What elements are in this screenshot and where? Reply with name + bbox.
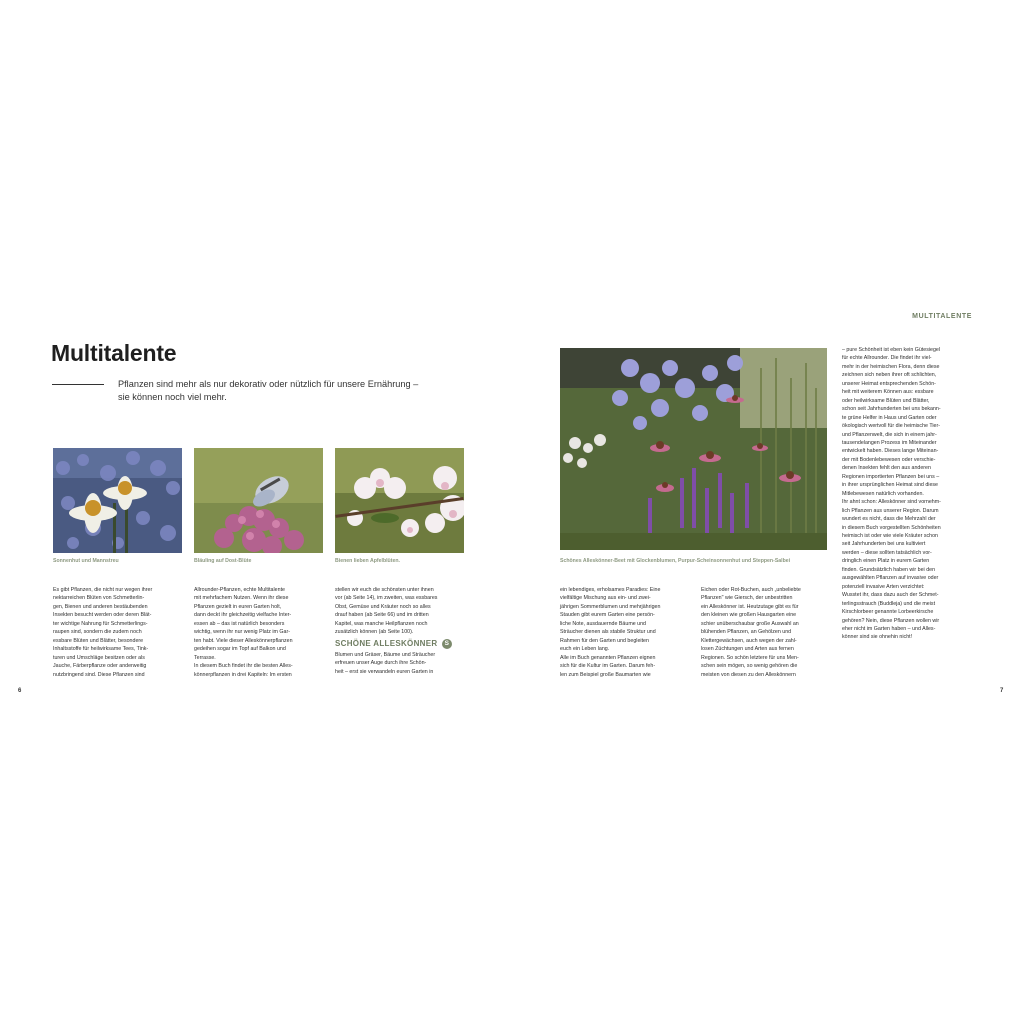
- text-line: und Pflanzenwelt, die sich in einem jahr-: [842, 431, 937, 438]
- photo-apple-blossoms: [335, 448, 464, 553]
- text-line: euch ein Leben lang.: [560, 646, 610, 653]
- text-line: Kapitel, was manche Heilpflanzen noch: [335, 620, 428, 627]
- text-line: essen ab – das ist natürlich besonders: [194, 620, 285, 627]
- body-column-1: [53, 586, 185, 679]
- text-line: denen Insekten fehlt den aus anderen: [842, 465, 931, 472]
- page-number-right: 7: [1000, 688, 1004, 694]
- text-line: für echte Allrounder. Die findet ihr viel-: [842, 355, 932, 362]
- text-line: seit Jahrhunderten bei uns kultiviert: [842, 541, 926, 548]
- subhead-text: SCHÖNE ALLESKÖNNER: [335, 638, 438, 648]
- body-column-3: [335, 586, 467, 676]
- text-line: ökologisch wertvoll für die heimische Tier-: [842, 423, 941, 430]
- text-line: heimisch ist oder wie viele Kräuter schon: [842, 532, 938, 539]
- subtitle-rule: [52, 384, 104, 385]
- text-line: potenziell invasive Arten verzichtet:: [842, 583, 925, 590]
- body-column-5: [701, 586, 833, 679]
- page-number-left: 6: [18, 688, 22, 694]
- text-line: oder heilwirksame Blüten und Blätter,: [842, 397, 930, 404]
- text-line: Obst, Gemüse und Kräuter noch so alles: [335, 603, 431, 610]
- photo-butterfly-oregano: [194, 448, 323, 553]
- text-line: stellen wir euch die schönsten unter ihnen: [335, 587, 434, 593]
- text-line: Rahmen für den Garten und begleiten: [560, 637, 649, 644]
- text-line: nektarreichen Blüten von Schmetterlin-: [53, 595, 145, 602]
- text-line: Regionen. So schön letztere für uns Men-: [701, 654, 799, 661]
- text-line: terlingsstrauch (Buddleja) und die meist: [842, 600, 936, 607]
- text-line: dann deckt ihr gleichzeitig vielfache Inter-: [194, 612, 292, 619]
- text-line: ter wichtige Nahrung für Schmetterlings-: [53, 620, 148, 627]
- text-line: in diesem Buch vorgestellten Schönheiten: [842, 524, 941, 531]
- text-line: den kleinen wie großen Hausgarten eine: [701, 612, 797, 619]
- text-line: Sträucher dienen als stabile Struktur und: [560, 629, 656, 636]
- text-line: tausendelangen Prozess im Miteinander: [842, 439, 937, 446]
- text-line: finden. Grundsätzlich haben wir bei den: [842, 566, 936, 573]
- text-line: turen und Umschläge besitzen oder als: [53, 654, 145, 661]
- text-line: entwickelt haben. Dieses lange Miteinan-: [842, 448, 939, 455]
- page-title: Multitalente: [51, 340, 177, 366]
- text-line: ausgewählten Pflanzen auf invasive oder: [842, 575, 939, 582]
- text-line: Es gibt Pflanzen, die nicht nur wegen ihrer: [53, 587, 153, 593]
- text-line: zusätzlich können (ab Seite 100).: [335, 629, 414, 636]
- text-line: nutzbringend sind. Diese Pflanzen sind: [53, 671, 145, 678]
- text-line: vor (ab Seite 14), im zweiten, was essbares: [335, 595, 438, 602]
- photo-caption: Bläuling auf Dost-Blüte: [194, 558, 252, 564]
- text-line: losen Züchtungen und Arten aus fernen: [701, 646, 794, 653]
- text-line: schon seit Jahrhunderten bei uns bekann-: [842, 406, 941, 413]
- text-line: könnerpflanzen in drei Kapiteln: Im ersten: [194, 671, 292, 678]
- photo-caption: Bienen lieben Apfelblüten.: [335, 558, 400, 564]
- text-line: könner sind sie ohnehin nicht!: [842, 634, 913, 641]
- photo-caption: Sonnenhut und Mannstreu: [53, 558, 119, 564]
- text-line: Terrasse.: [194, 654, 216, 661]
- text-line: raupen sind, sondern die zudem noch: [53, 629, 142, 636]
- text-line: jährigen Sommerblumen und mehrjährigen: [560, 603, 661, 610]
- photo-echinacea-eryngium: [53, 448, 182, 553]
- text-line: Jauche, Färberpflanze oder anderweitig: [53, 663, 147, 670]
- text-line: unserer Heimat entsprechenden Schön-: [842, 380, 936, 387]
- text-line: Ihr ahnt schon: Alleskönner sind vornehm-: [842, 499, 941, 506]
- text-line: heit mit weiterem Können aus: essbare: [842, 389, 934, 396]
- text-line: Insekten besucht werden oder deren Blät-: [53, 612, 152, 619]
- text-line: ein lebendiges, erholsames Paradies: Eine: [560, 587, 661, 593]
- text-line: Pflanzen gezielt in euren Garten holt,: [194, 603, 282, 610]
- body-column-4: [560, 586, 692, 679]
- text-line: Allrounder-Pflanzen, echte Multitalente: [194, 587, 285, 593]
- text-line: mit mehrfachem Nutzen. Wenn ihr diese: [194, 595, 289, 602]
- text-line: ten habt. Viele dieser Alleskönnerpflanzen: [194, 637, 293, 644]
- text-line: Mitlebewesen natürlich vorhanden.: [842, 490, 924, 497]
- text-line: Wusstet ihr, dass dazu auch der Schmet-: [842, 592, 939, 599]
- subtitle-line: sie können noch viel mehr.: [118, 392, 227, 402]
- running-header: MULTITALENTE: [912, 313, 972, 320]
- text-line: Inhaltsstoffe für heilwirksame Tees, Tink-: [53, 646, 149, 653]
- text-line: gedeihen sogar im Topf auf Balkon und: [194, 646, 286, 653]
- text-line: len zum Beispiel große Baumarten wie: [560, 671, 651, 678]
- text-line: liche Note, ausdauernde Bäume und: [560, 620, 646, 627]
- section-badge-icon: S: [442, 639, 452, 649]
- text-line: Klettergewächsen, auch wegen der zahl-: [701, 637, 797, 644]
- text-line: meisten von diesen zu den Alleskönnern: [701, 671, 796, 678]
- text-line: Blumen und Gräser, Bäume und Sträucher: [335, 651, 436, 658]
- text-line: werden – diese sollten tatsächlich vor-: [842, 549, 932, 556]
- text-line: – pure Schönheit ist eben kein Gütesiegel: [842, 347, 941, 353]
- body-column-2: [194, 586, 326, 679]
- text-line: der mit Bodenlebewesen oder verschie-: [842, 456, 936, 463]
- text-line: heit – erst sie verwandeln euren Garten in: [335, 668, 434, 675]
- text-line: in ihrer ursprünglichen Heimat sind diese: [842, 482, 938, 489]
- text-line: eher nicht im Garten haben – und Alles-: [842, 625, 936, 632]
- section-subhead: [335, 637, 467, 651]
- text-line: Kirschlorbeer genannte Lorbeerkirsche: [842, 609, 934, 616]
- text-line: blühenden Pflanzen, an Gehölzen und: [701, 629, 792, 636]
- text-line: sich für die Kultur im Garten. Darum feh-: [560, 663, 656, 670]
- text-line: wichtig, wenn ihr nur wenig Platz im Gar-: [194, 629, 290, 636]
- text-line: In diesem Buch findet ihr die besten Alles-: [194, 663, 293, 670]
- text-line: te grüne Helfer in Haus und Garten oder: [842, 414, 937, 421]
- text-line: Stauden gibt eurem Garten eine persön-: [560, 612, 655, 619]
- subtitle: [118, 378, 458, 404]
- text-line: drauf haben (ab Seite 66) und im dritten: [335, 612, 429, 619]
- text-line: mehr in der heimischen Flora, denn diese: [842, 363, 940, 370]
- text-line: Eichen oder Rot-Buchen, auch „unbeliebte: [701, 587, 801, 593]
- text-line: gehören? Nein, diese Pflanzen wollen wir: [842, 617, 940, 624]
- body-column-6: [842, 346, 974, 642]
- text-line: vielfältige Mischung aus ein- und zwei-: [560, 595, 651, 602]
- text-line: lich Pflanzen aus unserer Region. Darum: [842, 507, 939, 514]
- photo-caption: Schönes Alleskönner-Beet mit Glockenblumen, Purpur-Scheinsonnenhut und Steppen-Salbei: [560, 558, 791, 564]
- text-line: dringlich einen Platz in eurem Garten: [842, 558, 930, 565]
- subtitle-line: Pflanzen sind mehr als nur dekorativ oder nützlich für unsere Ernährung –: [118, 379, 419, 389]
- text-line: gen, Bienen und anderen bestäubenden: [53, 603, 148, 610]
- text-line: Pflanzen" wie Giersch, der unbestritten: [701, 595, 793, 602]
- text-line: schen sein mögen, so wenig gehören die: [701, 663, 798, 670]
- text-line: ein Alleskönner ist. Heutzutage gibt es für: [701, 603, 799, 610]
- text-line: essbare Blüten und Blätter, besondere: [53, 637, 144, 644]
- text-line: erfreuen unser Auge durch ihre Schön-: [335, 660, 427, 667]
- text-line: Alle im Buch genannten Pflanzen eignen: [560, 654, 656, 661]
- photo-perennial-bed: [560, 348, 827, 550]
- text-line: Regionen importierten Pflanzen bei uns –: [842, 473, 940, 480]
- text-line: zeichnen sich neben ihrer oft schlichten,: [842, 372, 937, 379]
- text-line: wundert es nicht, dass die Mehrzahl der: [842, 516, 936, 523]
- text-line: schier unüberschaubar große Auswahl an: [701, 620, 799, 627]
